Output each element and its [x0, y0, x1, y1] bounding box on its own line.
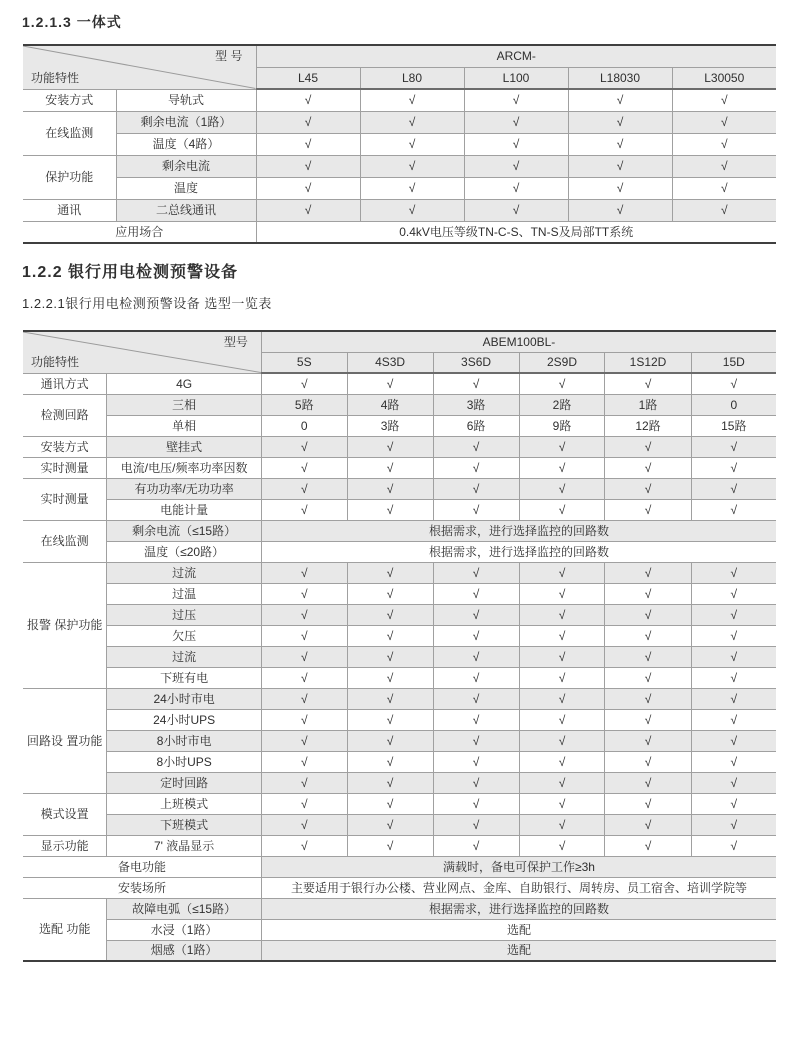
feature-group-cell: 选配 功能 [23, 898, 107, 961]
check-cell: √ [261, 688, 347, 709]
check-cell: √ [347, 457, 433, 478]
check-cell: √ [672, 111, 776, 133]
feature-group-cell: 在线监测 [23, 520, 107, 562]
feature-label-cell: 定时回路 [107, 772, 262, 793]
feature-group-cell: 保护功能 [23, 155, 116, 199]
feature-label-cell: 过温 [107, 583, 262, 604]
check-cell: √ [691, 604, 776, 625]
feature-label-cell: 电能计量 [107, 499, 262, 520]
model-header-cell: 15D [691, 352, 776, 373]
check-cell: √ [360, 133, 464, 155]
value-cell: 6路 [433, 415, 519, 436]
check-cell: √ [691, 373, 776, 394]
check-cell: √ [519, 562, 605, 583]
feature-label-cell: 水浸（1路） [107, 919, 262, 940]
check-cell: √ [261, 499, 347, 520]
feature-group-cell: 实时测量 [23, 457, 107, 478]
check-cell: √ [691, 793, 776, 814]
check-cell: √ [691, 583, 776, 604]
check-cell: √ [433, 604, 519, 625]
check-cell: √ [347, 499, 433, 520]
check-cell: √ [433, 373, 519, 394]
feature-label-cell: 8小时UPS [107, 751, 262, 772]
feature-label-cell: 过流 [107, 562, 262, 583]
check-cell: √ [519, 835, 605, 856]
series-header: ABEM100BL- [261, 331, 776, 352]
check-cell: √ [691, 646, 776, 667]
check-cell: √ [605, 478, 691, 499]
check-cell: √ [464, 89, 568, 111]
check-cell: √ [360, 111, 464, 133]
value-cell: 4路 [347, 394, 433, 415]
feature-label-cell: 温度（≤20路） [107, 541, 262, 562]
feature-label-cell: 24小时市电 [107, 688, 262, 709]
check-cell: √ [605, 793, 691, 814]
feature-label-cell: 上班模式 [107, 793, 262, 814]
check-cell: √ [464, 133, 568, 155]
check-cell: √ [347, 814, 433, 835]
span-value-cell: 根据需求，进行选择监控的回路数 [261, 541, 776, 562]
check-cell: √ [605, 499, 691, 520]
feature-group-cell: 实时测量 [23, 478, 107, 520]
feature-axis-label: 功能特性 [31, 354, 80, 369]
value-cell: 1路 [605, 394, 691, 415]
check-cell: √ [464, 155, 568, 177]
check-cell: √ [256, 177, 360, 199]
check-cell: √ [568, 199, 672, 221]
check-cell: √ [691, 772, 776, 793]
check-cell: √ [433, 457, 519, 478]
model-header-cell: L18030 [568, 67, 672, 89]
check-cell: √ [519, 772, 605, 793]
span-value-cell: 根据需求，进行选择监控的回路数 [261, 898, 776, 919]
model-header-cell: 5S [261, 352, 347, 373]
check-cell: √ [347, 835, 433, 856]
check-cell: √ [433, 772, 519, 793]
check-cell: √ [347, 478, 433, 499]
feature-label-cell: 单相 [107, 415, 262, 436]
check-cell: √ [464, 177, 568, 199]
feature-label-cell: 4G [107, 373, 262, 394]
feature-label-cell: 24小时UPS [107, 709, 262, 730]
check-cell: √ [433, 793, 519, 814]
span-value-cell: 选配 [261, 919, 776, 940]
feature-label-cell: 剩余电流（1路） [116, 111, 256, 133]
check-cell: √ [347, 583, 433, 604]
check-cell: √ [433, 583, 519, 604]
check-cell: √ [256, 199, 360, 221]
check-cell: √ [433, 835, 519, 856]
check-cell: √ [519, 667, 605, 688]
check-cell: √ [433, 625, 519, 646]
check-cell: √ [568, 89, 672, 111]
check-cell: √ [605, 625, 691, 646]
feature-group-cell: 显示功能 [23, 835, 107, 856]
check-cell: √ [360, 89, 464, 111]
check-cell: √ [433, 751, 519, 772]
check-cell: √ [360, 155, 464, 177]
check-cell: √ [261, 478, 347, 499]
feature-label-cell: 剩余电流（≤15路） [107, 520, 262, 541]
check-cell: √ [672, 89, 776, 111]
check-cell: √ [672, 177, 776, 199]
check-cell: √ [691, 751, 776, 772]
feature-label-cell: 温度（4路） [116, 133, 256, 155]
feature-group-cell: 模式设置 [23, 793, 107, 835]
check-cell: √ [433, 730, 519, 751]
section-heading-bank-devices: 1.2.2 银行用电检测预警设备 [22, 264, 239, 281]
check-cell: √ [691, 499, 776, 520]
corner-diagonal [23, 46, 256, 89]
model-axis-label: 型 号 [215, 49, 243, 63]
feature-label-cell: 欠压 [107, 625, 262, 646]
check-cell: √ [433, 499, 519, 520]
check-cell: √ [347, 436, 433, 457]
span-value-cell: 满载时，备电可保护工作≥3h [261, 856, 776, 877]
check-cell: √ [672, 199, 776, 221]
check-cell: √ [519, 436, 605, 457]
value-cell: 5路 [261, 394, 347, 415]
check-cell: √ [433, 814, 519, 835]
check-cell: √ [347, 709, 433, 730]
value-cell: 3路 [433, 394, 519, 415]
check-cell: √ [347, 793, 433, 814]
model-header-cell: 4S3D [347, 352, 433, 373]
model-axis-label: 型号 [223, 335, 248, 349]
check-cell: √ [464, 111, 568, 133]
check-cell: √ [347, 604, 433, 625]
check-cell: √ [347, 625, 433, 646]
check-cell: √ [261, 772, 347, 793]
check-cell: √ [347, 772, 433, 793]
feature-label-cell: 下班有电 [107, 667, 262, 688]
model-header-cell: 2S9D [519, 352, 605, 373]
check-cell: √ [519, 709, 605, 730]
check-cell: √ [433, 709, 519, 730]
model-header-cell: L80 [360, 67, 464, 89]
corner-cell [23, 45, 256, 89]
check-cell: √ [691, 688, 776, 709]
check-cell: √ [691, 814, 776, 835]
feature-label-cell: 温度 [116, 177, 256, 199]
check-cell: √ [261, 646, 347, 667]
check-cell: √ [433, 436, 519, 457]
check-cell: √ [360, 199, 464, 221]
check-cell: √ [347, 688, 433, 709]
check-cell: √ [568, 111, 672, 133]
feature-label-cell: 二总线通讯 [116, 199, 256, 221]
feature-label-cell: 电流/电压/频率功率因数 [107, 457, 262, 478]
check-cell: √ [605, 835, 691, 856]
check-cell: √ [433, 667, 519, 688]
check-cell: √ [261, 436, 347, 457]
check-cell: √ [261, 730, 347, 751]
value-cell: 12路 [605, 415, 691, 436]
feature-label-cell: 有功功率/无功功率 [107, 478, 262, 499]
check-cell: √ [261, 457, 347, 478]
check-cell: √ [360, 177, 464, 199]
feature-group-cell: 报警 保护功能 [23, 562, 107, 688]
value-cell: 9路 [519, 415, 605, 436]
check-cell: √ [605, 709, 691, 730]
check-cell: √ [605, 604, 691, 625]
span-value-cell: 主要适用于银行办公楼、营业网点、金库、自助银行、周转房、员工宿舍、培训学院等 [261, 877, 776, 898]
check-cell: √ [256, 155, 360, 177]
check-cell: √ [261, 373, 347, 394]
model-header-cell: L45 [256, 67, 360, 89]
check-cell: √ [691, 436, 776, 457]
section-heading-integrated: 1.2.1.3 一体式 [22, 14, 122, 30]
span-value-cell: 0.4kV电压等级TN-C-S、TN-S及局部TT系统 [256, 221, 776, 243]
check-cell: √ [347, 562, 433, 583]
corner-cell [23, 331, 261, 373]
check-cell: √ [605, 688, 691, 709]
feature-label-cell: 三相 [107, 394, 262, 415]
check-cell: √ [261, 835, 347, 856]
check-cell: √ [691, 730, 776, 751]
feature-group-cell: 安装方式 [23, 89, 116, 111]
check-cell: √ [433, 478, 519, 499]
check-cell: √ [261, 793, 347, 814]
check-cell: √ [261, 604, 347, 625]
value-cell: 2路 [519, 394, 605, 415]
check-cell: √ [605, 772, 691, 793]
feature-wide-label-cell: 应用场合 [23, 221, 256, 243]
check-cell: √ [347, 373, 433, 394]
check-cell: √ [605, 646, 691, 667]
feature-label-cell: 剩余电流 [116, 155, 256, 177]
check-cell: √ [568, 133, 672, 155]
check-cell: √ [605, 583, 691, 604]
check-cell: √ [519, 604, 605, 625]
value-cell: 0 [261, 415, 347, 436]
corner-diagonal [23, 332, 261, 373]
check-cell: √ [672, 155, 776, 177]
check-cell: √ [261, 814, 347, 835]
check-cell: √ [519, 646, 605, 667]
feature-group-cell: 安装方式 [23, 436, 107, 457]
check-cell: √ [519, 688, 605, 709]
check-cell: √ [261, 709, 347, 730]
span-value-cell: 根据需求，进行选择监控的回路数 [261, 520, 776, 541]
value-cell: 0 [691, 394, 776, 415]
feature-group-cell: 在线监测 [23, 111, 116, 155]
feature-axis-label: 功能特性 [31, 70, 80, 85]
check-cell: √ [433, 688, 519, 709]
feature-group-cell: 通讯 [23, 199, 116, 221]
abem-selection-table [23, 330, 776, 962]
check-cell: √ [568, 155, 672, 177]
feature-label-cell: 下班模式 [107, 814, 262, 835]
check-cell: √ [605, 667, 691, 688]
check-cell: √ [605, 814, 691, 835]
feature-label-cell: 故障电弧（≤15路） [107, 898, 262, 919]
series-header: ARCM- [256, 45, 776, 67]
check-cell: √ [256, 89, 360, 111]
feature-group-cell: 通讯方式 [23, 373, 107, 394]
abem-selection-table-container [22, 330, 776, 962]
span-value-cell: 选配 [261, 940, 776, 961]
check-cell: √ [519, 583, 605, 604]
check-cell: √ [605, 730, 691, 751]
check-cell: √ [672, 133, 776, 155]
arcm-selection-table-container [22, 44, 776, 244]
check-cell: √ [691, 667, 776, 688]
check-cell: √ [691, 457, 776, 478]
value-cell: 15路 [691, 415, 776, 436]
check-cell: √ [519, 457, 605, 478]
model-header-cell: L100 [464, 67, 568, 89]
feature-wide-label-cell: 备电功能 [23, 856, 261, 877]
arcm-selection-table [23, 44, 776, 244]
check-cell: √ [605, 457, 691, 478]
check-cell: √ [691, 562, 776, 583]
check-cell: √ [261, 667, 347, 688]
check-cell: √ [464, 199, 568, 221]
check-cell: √ [347, 730, 433, 751]
check-cell: √ [519, 625, 605, 646]
check-cell: √ [347, 667, 433, 688]
feature-label-cell: 导轨式 [116, 89, 256, 111]
check-cell: √ [519, 730, 605, 751]
check-cell: √ [256, 111, 360, 133]
check-cell: √ [519, 814, 605, 835]
subsection-heading-selection-list: 1.2.2.1银行用电检测预警设备 选型一览表 [22, 296, 272, 311]
check-cell: √ [519, 793, 605, 814]
feature-group-cell: 回路设 置功能 [23, 688, 107, 793]
check-cell: √ [691, 835, 776, 856]
check-cell: √ [568, 177, 672, 199]
feature-label-cell: 壁挂式 [107, 436, 262, 457]
check-cell: √ [347, 751, 433, 772]
check-cell: √ [261, 583, 347, 604]
check-cell: √ [433, 646, 519, 667]
feature-group-cell: 检测回路 [23, 394, 107, 436]
check-cell: √ [519, 499, 605, 520]
check-cell: √ [261, 625, 347, 646]
feature-label-cell: 7' 液晶显示 [107, 835, 262, 856]
check-cell: √ [519, 373, 605, 394]
check-cell: √ [347, 646, 433, 667]
check-cell: √ [519, 751, 605, 772]
check-cell: √ [433, 562, 519, 583]
feature-label-cell: 烟感（1路） [107, 940, 262, 961]
check-cell: √ [605, 373, 691, 394]
check-cell: √ [691, 625, 776, 646]
check-cell: √ [691, 709, 776, 730]
check-cell: √ [605, 751, 691, 772]
feature-label-cell: 过压 [107, 604, 262, 625]
feature-label-cell: 过流 [107, 646, 262, 667]
check-cell: √ [691, 478, 776, 499]
check-cell: √ [605, 562, 691, 583]
check-cell: √ [605, 436, 691, 457]
check-cell: √ [519, 478, 605, 499]
value-cell: 3路 [347, 415, 433, 436]
feature-wide-label-cell: 安装场所 [23, 877, 261, 898]
check-cell: √ [261, 562, 347, 583]
check-cell: √ [261, 751, 347, 772]
feature-label-cell: 8小时市电 [107, 730, 262, 751]
model-header-cell: L30050 [672, 67, 776, 89]
model-header-cell: 1S12D [605, 352, 691, 373]
model-header-cell: 3S6D [433, 352, 519, 373]
check-cell: √ [256, 133, 360, 155]
